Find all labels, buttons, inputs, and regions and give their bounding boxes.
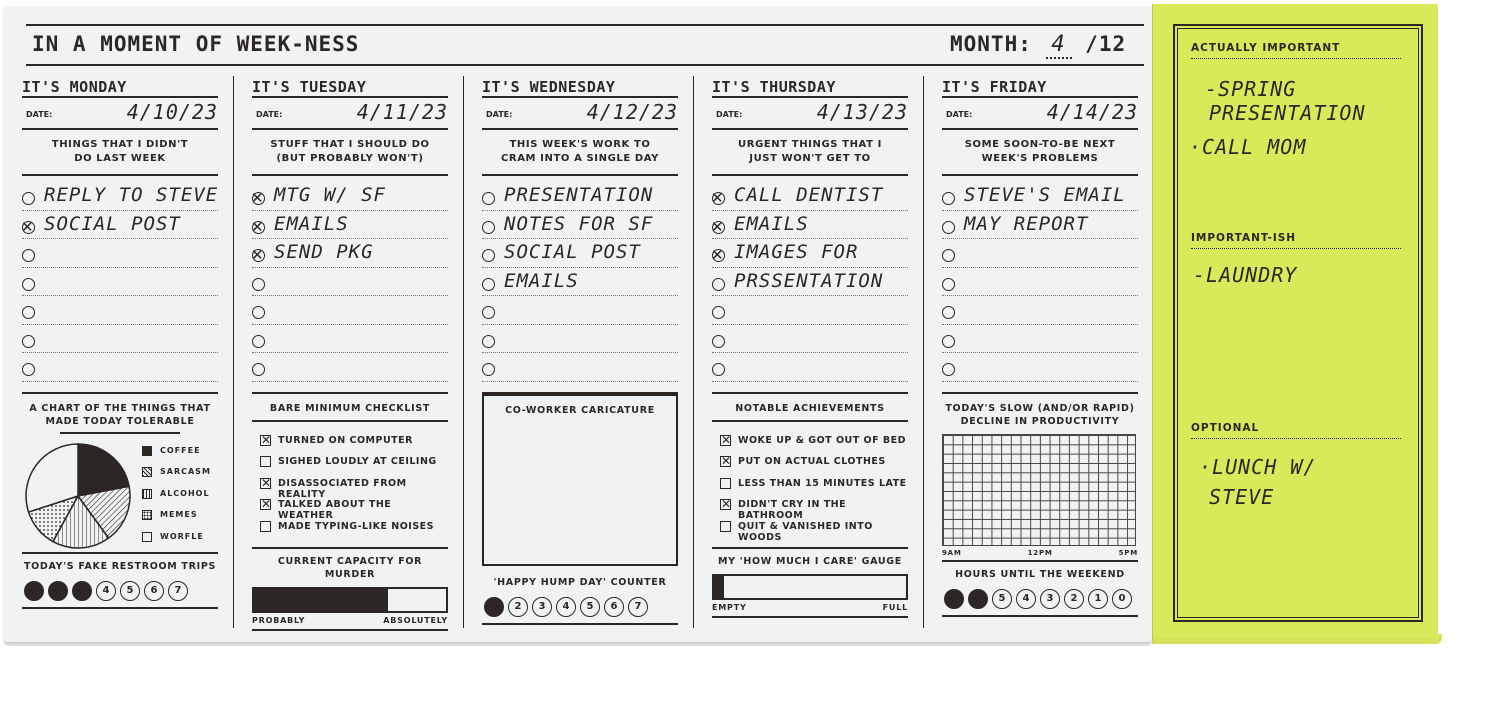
checkbox-circle[interactable] (22, 306, 35, 319)
checkbox-square[interactable] (260, 499, 271, 510)
date-label: DATE: (716, 110, 743, 119)
todo-text: STEVE'S EMAIL (964, 184, 1126, 206)
sticky-note-line[interactable]: PRESENTATION (1209, 101, 1366, 125)
legend-swatch[interactable] (142, 446, 152, 456)
counter-circle[interactable]: 4 (1016, 589, 1036, 609)
day-column (22, 72, 218, 628)
productivity-section (942, 402, 1138, 617)
counter-circle[interactable]: 5 (120, 581, 140, 601)
date-label: DATE: (256, 110, 283, 119)
legend-item (142, 489, 211, 511)
gauge-title: MY 'HOW MUCH I CARE' GAUGE (717, 556, 902, 567)
legend-label: COFFEE (160, 445, 201, 455)
todo-item[interactable] (22, 325, 218, 354)
day-heading: IT'S TUESDAY (252, 72, 448, 98)
date-row (22, 98, 218, 130)
section-rule (22, 392, 218, 394)
todo-item[interactable] (942, 353, 1138, 382)
todo-item[interactable] (252, 239, 448, 268)
section-rule (252, 420, 448, 422)
checklist (252, 432, 448, 540)
legend-swatch[interactable] (142, 510, 152, 520)
todo-text: SOCIAL POST (44, 212, 181, 235)
section-rule (942, 615, 1138, 617)
todo-text: PRSSENTATION (734, 269, 884, 292)
legend-swatch[interactable] (142, 489, 152, 499)
date-label: DATE: (26, 110, 53, 119)
tolerable-chart-section (22, 402, 218, 609)
section-rule (482, 623, 678, 625)
todo-text: EMAILS (504, 269, 579, 292)
productivity-grid[interactable] (942, 434, 1136, 546)
day-prompt (482, 130, 678, 176)
counter-title: TODAY'S FAKE RESTROOM TRIPS (23, 560, 217, 572)
checklist-title: NOTABLE ACHIEVEMENTS (735, 402, 885, 414)
day-prompt (22, 130, 218, 176)
caricature-box[interactable] (482, 394, 678, 566)
sticky-note (1152, 4, 1438, 638)
day-column (712, 72, 908, 628)
checkbox-circle[interactable] (252, 335, 265, 348)
prompt-line: (BUT PROBABLY WON'T) (276, 153, 424, 164)
legend-label: ALCOHOL (160, 488, 210, 498)
counter-circle[interactable]: 7 (944, 589, 964, 609)
checklist-text: LESS THAN 15 MINUTES LATE (738, 477, 907, 489)
checklist-item[interactable] (252, 518, 448, 540)
planner-pad (4, 6, 1152, 642)
checklist-item[interactable] (712, 475, 908, 497)
checkbox-circle[interactable] (712, 363, 725, 376)
column-divider (233, 76, 234, 628)
checkbox-square[interactable] (720, 456, 731, 467)
counter-circle[interactable]: 3 (1040, 589, 1060, 609)
grid-tick: 5PM (1118, 548, 1138, 557)
checklist-text: MADE TYPING-LIKE NOISES (278, 520, 435, 532)
todo-item[interactable] (482, 182, 678, 211)
checkbox-square[interactable] (720, 499, 731, 510)
date-value[interactable]: 4/14/23 (1046, 100, 1138, 124)
checklist-text: DIDN'T CRY IN THE BATHROOM (738, 499, 847, 521)
todo-item[interactable] (712, 353, 908, 382)
todo-list (942, 182, 1138, 382)
checkbox-circle[interactable] (712, 306, 725, 319)
legend-item (142, 446, 211, 468)
gauge-max: ABSOLUTELY (383, 616, 448, 625)
checkbox-circle[interactable] (22, 335, 35, 348)
todo-item[interactable] (252, 325, 448, 354)
gauge-scale (712, 603, 908, 612)
counter-circle[interactable]: 1 (1088, 589, 1108, 609)
todo-item[interactable] (252, 182, 448, 211)
prompt-line: THINGS THAT I DIDN'T (51, 139, 189, 150)
section-rule (22, 607, 218, 609)
day-column (482, 72, 678, 628)
prompt-line: JUST WON'T GET TO (749, 153, 871, 164)
gauge-title: CURRENT CAPACITY FOR MURDER (277, 556, 423, 580)
checklist-item[interactable] (712, 496, 908, 521)
checkbox-circle[interactable] (712, 192, 725, 205)
counter (22, 581, 218, 601)
checklist-text: TURNED ON COMPUTER (278, 434, 413, 446)
checkbox-circle[interactable] (942, 249, 955, 262)
checklist-text: WOKE UP & GOT OUT OF BED (738, 434, 907, 446)
top-rule (26, 24, 1144, 26)
counter-circle[interactable]: 1 (484, 597, 504, 617)
counter-title: 'HAPPY HUMP DAY' COUNTER (493, 576, 667, 588)
sticky-note-line[interactable]: ·CALL MOM (1189, 135, 1307, 159)
checkbox-circle[interactable] (712, 335, 725, 348)
todo-item[interactable] (252, 353, 448, 382)
counter-circle[interactable]: 7 (168, 581, 188, 601)
date-row (942, 98, 1138, 130)
todo-item[interactable] (712, 239, 908, 268)
todo-item[interactable] (22, 182, 218, 211)
counter-circle[interactable]: 2 (48, 581, 68, 601)
title-rule (26, 64, 1144, 66)
todo-item[interactable] (712, 268, 908, 297)
date-value[interactable]: 4/11/23 (356, 100, 448, 124)
checklist-text: PUT ON ACTUAL CLOTHES (738, 456, 886, 467)
todo-item[interactable] (22, 268, 218, 297)
section-rule (712, 547, 908, 549)
gauge-fill (254, 589, 388, 611)
checkbox-circle[interactable] (252, 306, 265, 319)
checkbox-circle[interactable] (942, 335, 955, 348)
todo-text: CALL DENTIST (734, 184, 884, 206)
date-row (252, 98, 448, 130)
checkbox-circle[interactable] (482, 306, 495, 319)
day-prompt (712, 130, 908, 176)
checklist-item[interactable] (712, 518, 908, 543)
checkbox-circle[interactable] (482, 278, 495, 291)
legend-label: WORFLE (160, 531, 204, 541)
checkbox-square[interactable] (720, 521, 731, 532)
todo-item[interactable] (22, 353, 218, 382)
checklist-item[interactable] (252, 475, 448, 500)
month-label: MONTH: (950, 32, 1032, 56)
todo-item[interactable] (482, 268, 678, 297)
todo-item[interactable] (482, 211, 678, 240)
gauge-bar[interactable] (252, 587, 448, 613)
todo-item[interactable] (482, 239, 678, 268)
checkbox-circle[interactable] (942, 221, 955, 234)
todo-text: SEND PKG (274, 241, 374, 263)
date-label: DATE: (946, 110, 973, 119)
checkbox-circle[interactable] (482, 335, 495, 348)
prompt-line: CRAM INTO A SINGLE DAY (500, 153, 660, 164)
legend-item (142, 532, 211, 554)
date-label: DATE: (486, 110, 513, 119)
todo-item[interactable] (712, 182, 908, 211)
chart-title-line: A CHART OF THE THINGS THAT (29, 402, 211, 414)
todo-text: IMAGES FOR (734, 241, 859, 263)
column-divider (463, 76, 464, 628)
checkbox-circle[interactable] (482, 363, 495, 376)
checkbox-circle[interactable] (942, 192, 955, 205)
checklist-item[interactable] (252, 432, 448, 454)
section-rule (712, 616, 908, 618)
checklist-text: DISASSOCIATED FROM REALITY (278, 477, 407, 500)
pie-chart (22, 440, 134, 552)
section-rule (942, 560, 1138, 562)
checkbox-circle[interactable] (22, 221, 35, 234)
chart-title-line: MADE TODAY TOLERABLE (45, 415, 195, 427)
todo-text: MAY REPORT (964, 212, 1089, 235)
gauge-bar[interactable] (712, 574, 908, 600)
counter-circle[interactable]: 5 (580, 597, 600, 617)
todo-list (252, 182, 448, 382)
checkbox-circle[interactable] (22, 363, 35, 376)
checkbox-circle[interactable] (482, 249, 495, 262)
legend-label: MEMES (160, 510, 198, 519)
counter (482, 597, 678, 617)
checklist-text: QUIT & VANISHED INTO WOODS (738, 520, 873, 543)
checkbox-circle[interactable] (482, 192, 495, 205)
todo-text: PRESENTATION (504, 184, 654, 206)
month-value[interactable]: 4 (1046, 32, 1072, 59)
gauge-fill (714, 576, 724, 598)
counter-circle[interactable]: 6 (144, 581, 164, 601)
column-divider (693, 76, 694, 628)
todo-list (482, 182, 678, 382)
todo-item[interactable] (22, 296, 218, 325)
month-total: /12 (1085, 32, 1127, 56)
section-rule (252, 392, 448, 394)
date-value[interactable]: 4/12/23 (586, 100, 678, 124)
counter-circle[interactable]: 3 (72, 581, 92, 601)
day-column (252, 72, 448, 628)
todo-item[interactable] (942, 296, 1138, 325)
legend-item (142, 510, 211, 532)
column-divider (923, 76, 924, 628)
checkbox-circle[interactable] (22, 192, 35, 205)
sticky-note-line[interactable]: ·LUNCH W/ (1199, 455, 1317, 479)
gauge-min: PROBABLY (252, 616, 306, 625)
day-heading: IT'S FRIDAY (942, 72, 1138, 98)
todo-text: NOTES FOR SF (504, 212, 654, 235)
checkbox-circle[interactable] (22, 249, 35, 262)
todo-item[interactable] (942, 239, 1138, 268)
prompt-line: SOME SOON-TO-BE NEXT (964, 139, 1116, 150)
todo-item[interactable] (942, 325, 1138, 354)
checkbox-square[interactable] (260, 521, 271, 532)
checkbox-circle[interactable] (712, 221, 725, 234)
counter-title: HOURS UNTIL THE WEEKEND (955, 568, 1125, 580)
chart-legend (142, 446, 211, 554)
prompt-line: DO LAST WEEK (74, 153, 166, 164)
checkbox-square[interactable] (260, 478, 271, 489)
checkbox-square[interactable] (720, 478, 731, 489)
checkbox-circle[interactable] (22, 278, 35, 291)
grid-title (942, 402, 1138, 428)
counter-circle[interactable]: 5 (992, 589, 1012, 609)
sticky-heading-important-ish: IMPORTANT-ISH (1191, 232, 1401, 249)
todo-item[interactable] (712, 296, 908, 325)
bare-minimum-section (252, 402, 448, 632)
caricature-title: CO-WORKER CARICATURE (505, 404, 655, 416)
todo-item[interactable] (482, 353, 678, 382)
todo-item[interactable] (942, 211, 1138, 240)
sticky-heading-optional: OPTIONAL (1191, 422, 1401, 439)
day-prompt (942, 130, 1138, 176)
todo-text: EMAILS (274, 212, 349, 235)
grid-tick: 9AM (942, 548, 962, 557)
legend-item (142, 467, 211, 489)
checkbox-square[interactable] (260, 435, 271, 446)
prompt-line: THIS WEEK'S WORK TO (509, 139, 651, 150)
prompt-line: WEEK'S PROBLEMS (981, 153, 1099, 164)
day-column (942, 72, 1138, 628)
checklist-text: SIGHED LOUDLY AT CEILING (278, 456, 437, 467)
counter (942, 589, 1138, 609)
checklist-item[interactable] (712, 453, 908, 475)
checkbox-circle[interactable] (942, 278, 955, 291)
counter-circle[interactable]: 0 (1112, 589, 1132, 609)
grid-title-line: TODAY'S SLOW (AND/OR RAPID) (945, 402, 1135, 414)
grid-axis (942, 549, 1138, 557)
counter-circle[interactable]: 1 (24, 581, 44, 601)
gauge-max: FULL (882, 603, 908, 612)
month-field (950, 32, 1150, 59)
todo-item[interactable] (252, 268, 448, 297)
counter-circle[interactable]: 7 (628, 597, 648, 617)
todo-item[interactable] (22, 211, 218, 240)
checklist (712, 432, 908, 543)
checkbox-circle[interactable] (942, 363, 955, 376)
legend-label: SARCASM (160, 467, 211, 476)
counter-circle[interactable]: 3 (532, 597, 552, 617)
checkbox-circle[interactable] (712, 249, 725, 262)
day-prompt (252, 130, 448, 176)
day-heading: IT'S THURSDAY (712, 72, 908, 98)
sticky-heading-actually-important: ACTUALLY IMPORTANT (1191, 42, 1401, 59)
date-value[interactable]: 4/10/23 (126, 100, 218, 124)
todo-text: MTG W/ SF (274, 184, 386, 206)
checkbox-circle[interactable] (252, 363, 265, 376)
todo-list (712, 182, 908, 382)
day-heading: IT'S MONDAY (22, 72, 218, 98)
prompt-line: URGENT THINGS THAT I (738, 139, 882, 150)
chart-title (22, 402, 218, 428)
todo-text: REPLY TO STEVE (44, 184, 219, 206)
sticky-note-line[interactable]: -LAUNDRY (1193, 263, 1298, 287)
achievements-section (712, 402, 908, 619)
todo-item[interactable] (252, 211, 448, 240)
section-rule (712, 392, 908, 394)
todo-item[interactable] (22, 239, 218, 268)
caricature-section (482, 394, 678, 625)
checklist-item[interactable] (712, 432, 908, 454)
grid-tick: 12PM (1027, 548, 1053, 557)
section-rule (252, 547, 448, 549)
checkbox-circle[interactable] (942, 306, 955, 319)
gauge-scale (252, 616, 448, 625)
section-rule (712, 420, 908, 422)
checkbox-circle[interactable] (252, 278, 265, 291)
day-heading: IT'S WEDNESDAY (482, 72, 678, 98)
todo-item[interactable] (712, 211, 908, 240)
sticky-note-line[interactable]: -SPRING (1205, 77, 1297, 101)
checkbox-circle[interactable] (482, 221, 495, 234)
gauge-min: EMPTY (712, 603, 747, 612)
checkbox-circle[interactable] (252, 192, 265, 205)
date-value[interactable]: 4/13/23 (816, 100, 908, 124)
checkbox-circle[interactable] (252, 249, 265, 262)
checklist-title: BARE MINIMUM CHECKLIST (269, 402, 431, 414)
checklist-item[interactable] (252, 453, 448, 475)
counter-circle[interactable]: 6 (604, 597, 624, 617)
todo-text: EMAILS (734, 212, 809, 235)
page-title: IN A MOMENT OF WEEK-NESS (32, 32, 360, 56)
todo-item[interactable] (482, 296, 678, 325)
checklist-item[interactable] (252, 496, 448, 521)
counter-circle[interactable]: 4 (96, 581, 116, 601)
date-row (712, 98, 908, 130)
chart-area (22, 434, 218, 546)
todo-item[interactable] (942, 268, 1138, 297)
section-rule (942, 392, 1138, 394)
checkbox-square[interactable] (260, 456, 271, 467)
section-rule (252, 629, 448, 631)
sticky-note-line[interactable]: STEVE (1209, 485, 1275, 509)
checklist-text: TALKED ABOUT THE WEATHER (278, 499, 392, 521)
todo-text: SOCIAL POST (504, 241, 641, 263)
todo-list (22, 182, 218, 382)
todo-item[interactable] (482, 325, 678, 354)
date-row (482, 98, 678, 130)
checkbox-circle[interactable] (712, 278, 725, 291)
todo-item[interactable] (252, 296, 448, 325)
grid-title-line: DECLINE IN PRODUCTIVITY (960, 415, 1120, 427)
legend-swatch[interactable] (142, 467, 152, 477)
counter-circle[interactable]: 2 (1064, 589, 1084, 609)
todo-item[interactable] (942, 182, 1138, 211)
todo-item[interactable] (712, 325, 908, 354)
prompt-line: STUFF THAT I SHOULD DO (270, 139, 430, 150)
counter-circle[interactable]: 2 (508, 597, 528, 617)
legend-swatch[interactable] (142, 532, 152, 542)
counter-circle[interactable]: 6 (968, 589, 988, 609)
checkbox-circle[interactable] (252, 221, 265, 234)
checkbox-square[interactable] (720, 435, 731, 446)
counter-circle[interactable]: 4 (556, 597, 576, 617)
